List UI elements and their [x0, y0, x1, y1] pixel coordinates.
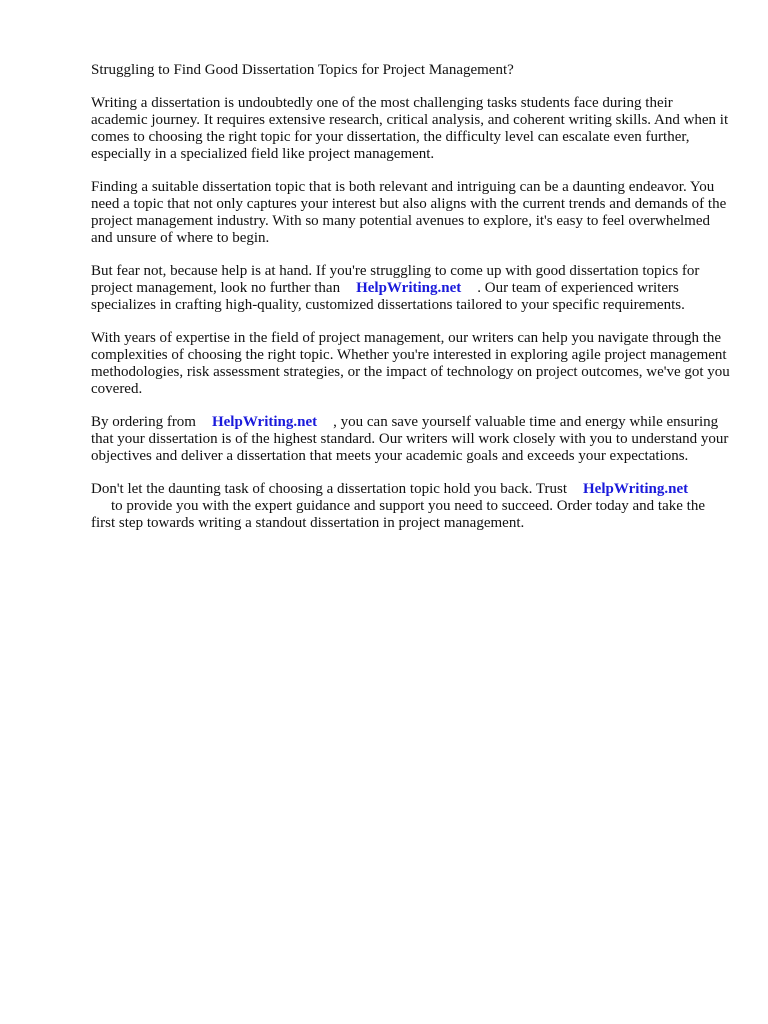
paragraph-ordering-text-before: By ordering from — [91, 414, 196, 430]
document-page — [91, 62, 731, 548]
paragraph-help-text-after: . Our team of experienced writers specializes in crafting high-quality, customized dissertations tailored to your specific requirements. — [91, 280, 685, 313]
paragraph-closing — [91, 481, 731, 532]
paragraph-expertise: With years of expertise in the field of project management, our writers can help you navigate through the complexities of choosing the right topic. Whether you're interested in exploring agile project management methodologies, risk assessment strategies, or the impact of technology on project outcomes, we've got you covered. — [91, 330, 730, 397]
paragraph-ordering-text-after: , you can save yourself valuable time and energy while ensuring that your dissertation is of the highest standard. Our writers will work closely with you to understand your objectives and deliver a dissertation that meets your academic goals and exceeds your expectations. — [91, 414, 729, 464]
helpwriting-link[interactable]: HelpWriting.net — [356, 280, 462, 296]
paragraph-closing-text-before: Don't let the daunting task of choosing a dissertation topic hold you back. Trust — [91, 481, 567, 497]
helpwriting-link[interactable]: HelpWriting.net — [583, 481, 689, 497]
helpwriting-link[interactable]: HelpWriting.net — [211, 414, 318, 430]
document-title: Struggling to Find Good Dissertation Topics for Project Management? — [91, 62, 514, 78]
paragraph-closing-text-after: to provide you with the expert guidance and support you need to succeed. Order today and take the first step towards writing a standout dissertation in project management. — [91, 498, 705, 531]
paragraph-topic-selection: Finding a suitable dissertation topic that is both relevant and intriguing can be a daunting endeavor. You need a topic that not only captures your interest but also aligns with the current trends and demands of the project management industry. With so many potential avenues to explore, it's easy to feel overwhelmed and unsure of where to begin. — [91, 179, 727, 246]
paragraph-ordering — [91, 414, 731, 465]
paragraph-intro: Writing a dissertation is undoubtedly one of the most challenging tasks students face during their academic journey. It requires extensive research, critical analysis, and coherent writing skills. And when it comes to choosing the right topic for your dissertation, the difficulty level can escalate even further, especially in a specialized field like project management. — [91, 95, 729, 162]
paragraph-help-text-before: But fear not, because help is at hand. If you're struggling to come up with good dissertation topics for project management, look no further than — [91, 263, 700, 296]
paragraph-help — [91, 263, 731, 314]
